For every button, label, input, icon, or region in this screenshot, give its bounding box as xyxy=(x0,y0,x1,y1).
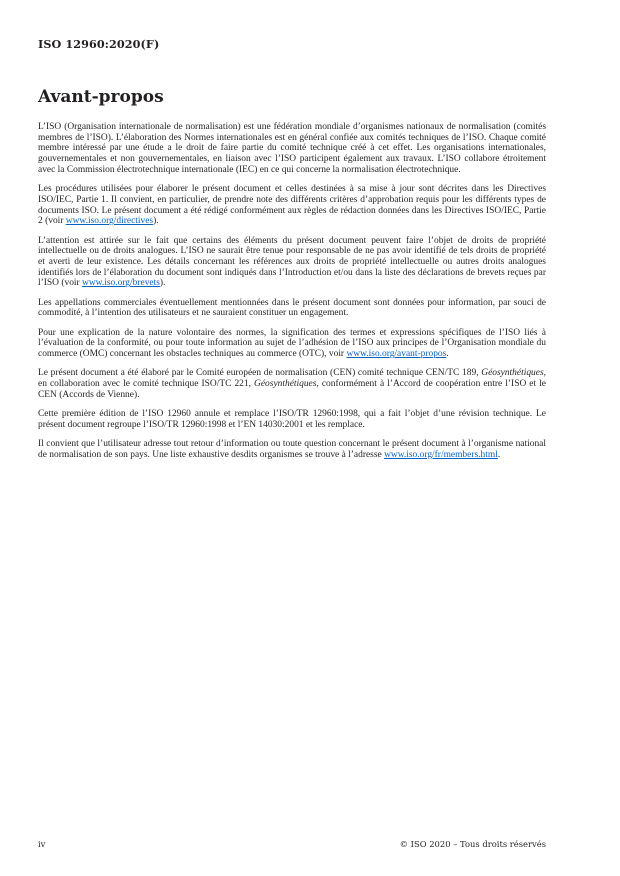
paragraph-text: L’ISO (Organisation internationale de normalisation) est une fédération mondiale d’organismes nationaux de normalisation (comités membres de l’ISO). L’élaboration des Normes internationales est en général confiée aux comités techniques de l’ISO. Chaque comité membre intéressé par une étude a le droit de faire partie du comité technique créé à cet effet. Les organisations internationales, gouvernementales et non gouvernementales, en liaison avec l’ISO participent également aux travaux. L’ISO collabore étroitement avec la Commission électrotechnique internationale (IEC) en ce qui concerne la normalisation électrotechnique. xyxy=(38,122,546,175)
paragraph-text: Il convient que l’utilisateur adresse tout retour d’information ou toute question concernant le présent document à l’organisme national de normalisation de son pays. Une liste exhaustive desdits organismes se trouve à l’adresse xyxy=(38,439,546,460)
paragraph-text: Le présent document a été élaboré par le Comité européen de normalisation (CEN) comité technique CEN/TC 189, xyxy=(38,368,482,379)
paragraph-text: , en collaboration avec le comité technique ISO/TC 221, xyxy=(38,368,546,390)
patents-link[interactable]: www.iso.org/brevets xyxy=(82,278,160,289)
committee-title: Géosynthétiques xyxy=(481,368,544,379)
paragraph-feedback xyxy=(38,439,546,460)
paragraph-text: ). xyxy=(159,278,166,289)
committee-title: Géosynthétiques xyxy=(254,379,317,390)
paragraph-patents xyxy=(38,236,546,290)
paragraph-trade-names xyxy=(38,298,546,319)
page-title: Avant-propos xyxy=(38,87,164,107)
paragraph-text: ). xyxy=(153,216,159,227)
foreword-link[interactable]: www.iso.org/avant-propos xyxy=(346,349,447,360)
paragraph-text: , conformément à l’Accord de coopération entre l’ISO et le CEN (Accords de Vienne). xyxy=(38,379,546,400)
directives-link[interactable]: www.iso.org/directives xyxy=(65,216,154,227)
paragraph-text: Pour une explication de la nature volontaire des normes, la signification des termes et expressions spécifiques de l’ISO liés à l’évaluation de la conformité, ou pour toute information au sujet de l’adhésion de l’ISO aux principes de l’Organisation mondiale du commerce (OMC) concernant les obstacles techniques au commerce (OTC), voir xyxy=(38,327,546,360)
foreword-body xyxy=(38,122,546,469)
paragraph-edition xyxy=(38,409,546,430)
paragraph-text: . xyxy=(497,449,501,460)
paragraph-voluntary-nature xyxy=(38,328,546,360)
members-link[interactable]: www.iso.org/fr/members.html xyxy=(384,449,498,460)
page-number: iv xyxy=(38,839,46,849)
paragraph-text: L’attention est attirée sur le fait que certains des éléments du présent document peuvent faire l’objet de droits de propriété intellectuelle ou de droits analogues. L’ISO ne saurait être tenue pour responsable de ne pas avoir identifié de tels droits de propriété et averti de leur existence. Les détails concernant les références aux droits de propriété intellectuelle ou autres droits analogues identifiés lors de l’élaboration du document sont indiqués dans l’Introduction et/ou dans la liste des déclarations de brevets reçues par l’ISO (voir xyxy=(38,235,546,289)
paragraph-text: Les procédures utilisées pour élaborer le présent document et celles destinées à sa mise à jour sont décrites dans les Directives ISO/IEC, Partie 1. Il convient, en particulier, de prendre note des différents critères d’approbation requis pour les différents types de documents ISO. Le présent document a été rédigé conformément aux règles de rédaction données dans les Directives ISO/IEC, Partie 2 (voir xyxy=(38,184,546,227)
paragraph-text: Les appellations commerciales éventuellement mentionnées dans le présent document sont données pour information, par souci de commodité, à l’intention des utilisateurs et ne sauraient constituer un engagement. xyxy=(38,297,546,319)
paragraph-text: Cette première édition de l’ISO 12960 annule et remplace l’ISO/TR 12960:1998, qui a fait l’objet d’une révision technique. Le présent document regroupe l’ISO/TR 12960:1998 et l’EN 14030:2001 et les remplace. xyxy=(38,409,546,430)
paragraph-committee xyxy=(38,368,546,400)
paragraph-text: . xyxy=(446,349,449,360)
document-id: ISO 12960:2020(F) xyxy=(38,37,160,51)
paragraph-iso-intro xyxy=(38,122,546,176)
paragraph-procedures xyxy=(38,184,546,227)
copyright-notice: © ISO 2020 – Tous droits réservés xyxy=(399,839,546,849)
